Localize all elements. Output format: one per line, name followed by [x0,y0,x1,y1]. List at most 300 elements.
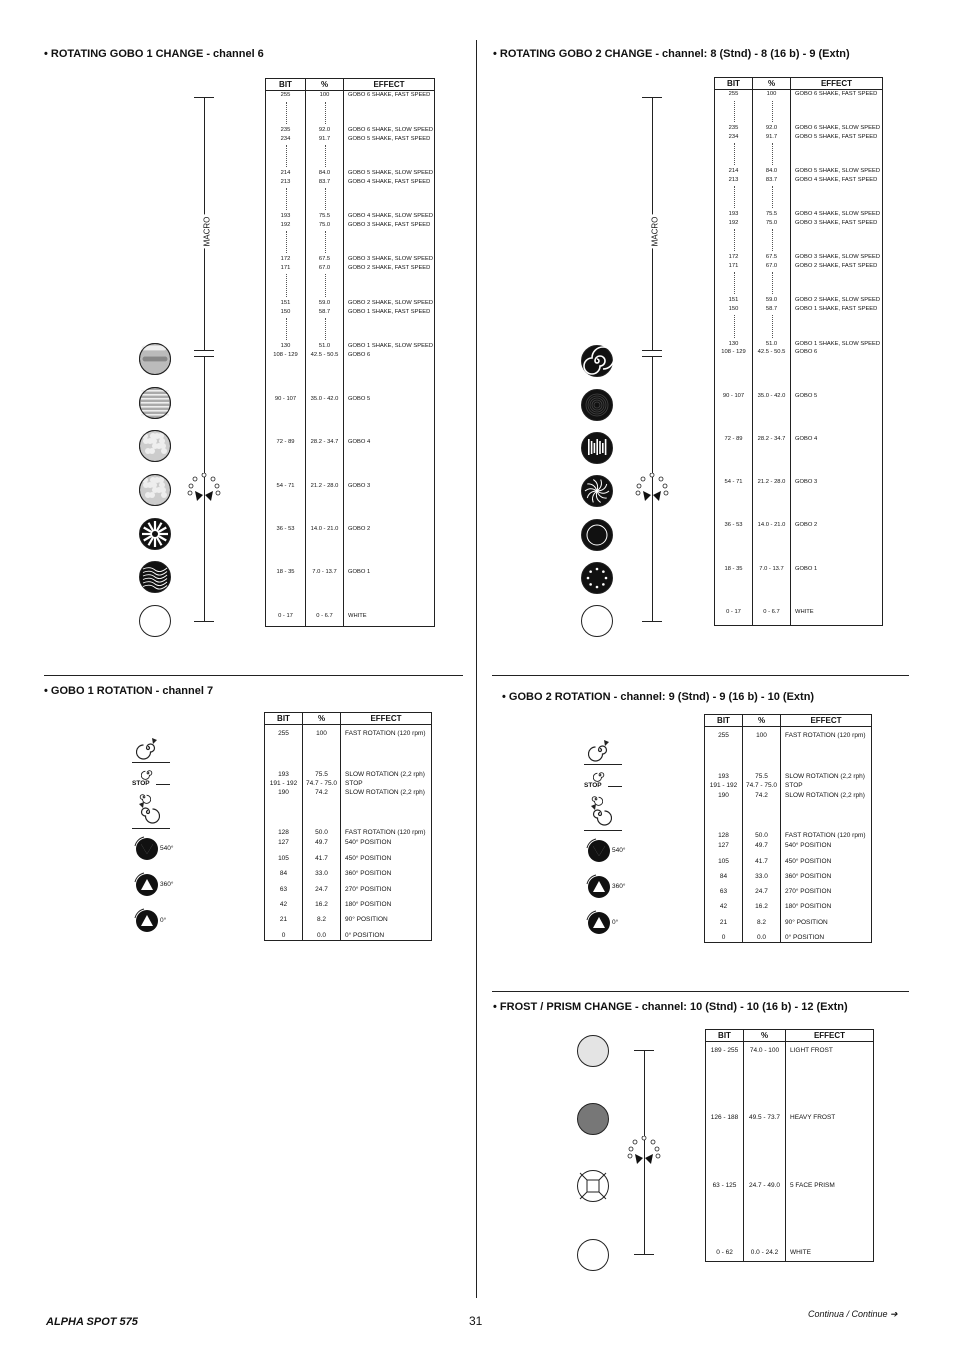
dotted-separator [325,231,326,253]
table-cell-bit: 189 - 255 [710,1047,739,1054]
column-effect [344,91,435,627]
table-cell-effect: SLOW ROTATION (2,2 rph) [345,771,425,778]
dotted-separator [286,188,287,210]
table-cell-pct: 58.7 [765,306,778,312]
column-header-percent: % [743,715,781,727]
heading-gobo2-rotation: • GOBO 2 ROTATION - channel: 9 (Stnd) - 9 (16 b) - 10 (Extn) [502,691,815,703]
table-cell-pct: 35.0 - 42.0 [757,393,786,399]
column-effect [786,1042,874,1262]
dotted-separator [772,272,773,294]
table-cell-effect: FAST ROTATION (120 rpm) [345,829,426,836]
table-cell-pct: 35.0 - 42.0 [310,396,339,402]
table-cell-pct: 100 [316,730,327,737]
gobo2-white-icon [580,604,614,638]
table-cell-effect: SLOW ROTATION (2,2 rph) [785,773,865,780]
table-cell-pct: 67.0 [765,263,778,269]
angle-label: 360° [612,883,626,890]
table-cell-pct: 74.2 [755,792,768,799]
table-cell-pct: 84.0 [318,170,331,176]
table-cell-pct: 0.0 [756,934,767,941]
dotted-separator [772,186,773,208]
table-cell-bit: 54 - 71 [276,483,295,489]
gobo-3-icon [138,473,172,507]
table-cell-effect: SLOW ROTATION (2,2 rph) [345,789,425,796]
table-cell-effect: GOBO 3 SHAKE, SLOW SPEED [348,256,434,262]
index-position-down-icon [584,836,612,864]
table-cell-pct: 41.7 [755,858,768,865]
dotted-separator [772,101,773,122]
table-cell-pct: 21.2 - 28.0 [310,483,339,489]
angle-label: 0° [612,919,619,926]
table-cell-effect: GOBO 2 [795,522,818,528]
table-cell-bit: 72 - 89 [276,439,295,445]
table-cell-bit: 213 [728,177,739,183]
stop-label: STOP [584,782,602,789]
table-cell-bit: 18 - 35 [724,566,743,572]
gobo2-2-icon [580,518,614,552]
table-cell-pct: 24.7 [315,886,328,893]
table-cell-effect: SLOW ROTATION (2,2 rph) [785,792,865,799]
table-cell-pct: 75.5 [318,213,331,219]
footer-continue: Continua / Continue ➔ [808,1309,898,1319]
table-cell-effect: GOBO 1 SHAKE, SLOW SPEED [348,343,434,349]
scale-break-gap [203,351,206,356]
fast-rotation-ccw-icon [588,802,612,826]
table-cell-bit: 130 [280,343,291,349]
table-cell-effect: HEAVY FROST [790,1114,836,1121]
table-cell-effect: FAST ROTATION (120 rpm) [785,832,866,839]
table-cell-bit: 127 [278,839,289,846]
table-cell-pct: 28.2 - 34.7 [310,439,339,445]
table-cell-effect: GOBO 2 SHAKE, SLOW SPEED [348,300,434,306]
dotted-separator [734,315,735,338]
table-cell-pct: 50.0 [315,829,328,836]
column-effect [341,725,432,941]
table-cell-pct: 74.7 - 75.0 [305,780,338,787]
dotted-separator [772,143,773,165]
dotted-separator [286,231,287,253]
table-cell-bit: 214 [280,170,291,176]
table-cell-effect: 0° POSITION [345,932,385,939]
table-cell-bit: 255 [728,91,739,97]
table-cell-pct: 91.7 [765,134,778,140]
table-cell-bit: 172 [280,256,291,262]
table-cell-effect: 360° POSITION [785,873,832,880]
gobo2_rotation-table [704,714,872,943]
table-cell-bit: 54 - 71 [724,479,743,485]
white-icon [576,1238,610,1272]
table-cell-pct: 50.0 [755,832,768,839]
index-position-up-icon [584,908,612,936]
table-cell-bit: 213 [280,179,291,185]
column-pct [753,90,791,626]
table-cell-effect: GOBO 2 SHAKE, FAST SPEED [795,263,878,269]
table-cell-effect: GOBO 4 SHAKE, SLOW SPEED [348,213,434,219]
table-cell-bit: 108 - 129 [721,349,746,355]
table-cell-pct: 24.7 - 49.0 [748,1182,781,1189]
column-bit [706,1042,744,1262]
table-cell-effect: GOBO 1 SHAKE, FAST SPEED [795,306,878,312]
table-cell-pct: 49.7 [755,842,768,849]
table-cell-pct: 51.0 [318,343,331,349]
scale-tick [642,621,662,622]
dotted-separator [325,102,326,124]
table-cell-bit: 190 [718,792,729,799]
table-cell-bit: 0 - 17 [726,609,741,615]
table-cell-bit: 191 - 192 [709,782,738,789]
column-pct [303,725,341,941]
gobo-1-icon [138,560,172,594]
table-cell-pct: 100 [756,732,767,739]
slow-rotation-cw-icon [593,768,607,782]
table-cell-pct: 59.0 [318,300,331,306]
table-cell-bit: 191 - 192 [269,780,298,787]
table-cell-effect: GOBO 3 SHAKE, FAST SPEED [348,222,431,228]
table-cell-pct: 24.7 [755,888,768,895]
table-cell-bit: 108 - 129 [273,352,298,358]
table-cell-pct: 33.0 [315,870,328,877]
table-cell-effect: GOBO 5 [795,393,818,399]
selector-dial-icon [635,473,669,503]
table-cell-effect: STOP [785,782,803,789]
table-cell-bit: 193 [718,773,729,780]
scale-line [652,97,653,621]
table-cell-pct: 75.5 [755,773,768,780]
table-cell-effect: 270° POSITION [785,888,832,895]
table-cell-pct: 75.5 [765,211,778,217]
angle-label: 540° [160,845,174,852]
table-cell-bit: 36 - 53 [276,526,295,532]
table-cell-effect: GOBO 6 SHAKE, FAST SPEED [795,91,878,97]
table-cell-bit: 235 [728,125,739,131]
index-position-down-icon [132,834,160,862]
center-divider [476,40,477,1298]
column-bit [705,727,743,943]
table-cell-bit: 63 - 125 [712,1182,737,1189]
table-cell-pct: 67.0 [318,265,331,271]
gobo-5-icon [138,386,172,420]
rotation-tick [584,830,622,831]
table-cell-bit: 21 [279,916,288,923]
column-header-bit: BIT [266,79,306,91]
column-header-bit: BIT [715,78,753,90]
table-cell-pct: 67.5 [318,256,331,262]
table-cell-pct: 75.0 [318,222,331,228]
table-cell-bit: 151 [728,297,739,303]
table-cell-pct: 58.7 [318,309,331,315]
table-cell-pct: 75.5 [315,771,328,778]
column-header-percent: % [303,713,341,725]
table-cell-effect: 540° POSITION [345,839,392,846]
heavy-frost-icon [576,1102,610,1136]
table-cell-bit: 0 - 17 [278,613,293,619]
table-cell-bit: 214 [728,168,739,174]
column-header-bit: BIT [705,715,743,727]
table-cell-effect: GOBO 5 SHAKE, SLOW SPEED [795,168,881,174]
table-cell-effect: 450° POSITION [345,855,392,862]
gobo2_change-table [714,77,883,626]
table-cell-bit: 234 [728,134,739,140]
table-cell-bit: 0 [721,934,726,941]
dotted-separator [734,229,735,251]
footer-product: ALPHA SPOT 575 [46,1316,138,1328]
table-cell-bit: 84 [279,870,288,877]
table-cell-pct: 8.2 [316,916,327,923]
column-header-bit: BIT [706,1030,744,1042]
dotted-separator [734,101,735,122]
scale-tick [194,97,214,98]
table-cell-bit: 105 [278,855,289,862]
dotted-separator [734,186,735,208]
heading-gobo2-change: • ROTATING GOBO 2 CHANGE - channel: 8 (Stnd) - 8 (16 b) - 9 (Extn) [493,48,850,60]
column-header-bit: BIT [265,713,303,725]
dotted-separator [772,315,773,338]
table-cell-pct: 92.0 [318,127,331,133]
table-cell-pct: 92.0 [765,125,778,131]
table-cell-effect: GOBO 5 SHAKE, FAST SPEED [348,136,431,142]
fast-rotation-cw-icon [588,738,612,762]
index-position-up-icon [584,872,612,900]
table-cell-bit: 150 [280,309,291,315]
scale-tick [634,1050,654,1051]
scale-break [642,356,662,357]
heading-frost-prism: • FROST / PRISM CHANGE - channel: 10 (Stnd) - 10 (16 b) - 12 (Extn) [493,1001,848,1013]
column-bit [265,725,303,941]
heading-gobo1-rotation: • GOBO 1 ROTATION - channel 7 [44,685,214,697]
scale-break [194,356,214,357]
table-cell-pct: 83.7 [765,177,778,183]
dotted-separator [286,274,287,297]
column-bit [266,91,306,627]
column-effect [791,90,883,626]
table-cell-bit: 234 [280,136,291,142]
dotted-separator [286,318,287,340]
gobo2-6-icon [580,344,614,378]
stop-tick [608,786,622,787]
table-cell-effect: GOBO 6 [795,349,818,355]
table-cell-bit: 235 [280,127,291,133]
table-cell-bit: 171 [280,265,291,271]
table-cell-pct: 7.0 - 13.7 [759,566,784,572]
divider-right-2 [492,991,909,992]
table-cell-effect: 0° POSITION [785,934,825,941]
table-cell-pct: 21.2 - 28.0 [757,479,786,485]
column-pct [743,727,781,943]
table-cell-effect: GOBO 2 [348,526,371,532]
rotation-tick [132,828,170,829]
table-cell-pct: 100 [766,91,777,97]
gobo-4-icon [138,429,172,463]
table-cell-effect: GOBO 6 SHAKE, SLOW SPEED [795,125,881,131]
column-pct [744,1042,786,1262]
table-cell-bit: 0 - 62 [716,1249,733,1256]
table-cell-pct: 33.0 [755,873,768,880]
scale-tick [642,97,662,98]
column-header-percent: % [744,1030,786,1042]
footer-page-number: 31 [469,1314,483,1328]
table-cell-effect: 180° POSITION [345,901,392,908]
gobo-6-icon [138,342,172,376]
table-cell-pct: 41.7 [315,855,328,862]
table-cell-effect: LIGHT FROST [790,1047,833,1054]
table-cell-effect: GOBO 1 SHAKE, SLOW SPEED [795,341,881,347]
table-cell-bit: 190 [278,789,289,796]
table-cell-bit: 126 - 188 [710,1114,739,1121]
dotted-separator [286,102,287,124]
table-cell-bit: 63 [719,888,728,895]
table-cell-bit: 18 - 35 [276,569,295,575]
column-header-effect: EFFECT [341,713,432,725]
gobo2-4-icon [580,431,614,465]
table-cell-pct: 0 - 6.7 [316,613,333,619]
table-cell-bit: 150 [728,306,739,312]
prism-icon [576,1169,610,1203]
table-cell-bit: 84 [719,873,728,880]
table-cell-pct: 83.7 [318,179,331,185]
column-header-percent: % [306,79,344,91]
table-cell-effect: GOBO 5 [348,396,371,402]
divider-left [44,675,463,676]
table-cell-bit: 192 [728,220,739,226]
table-cell-effect: 90° POSITION [785,919,828,926]
gobo2-1-icon [580,561,614,595]
dotted-separator [734,143,735,165]
table-cell-pct: 0.0 [316,932,327,939]
table-cell-effect: WHITE [790,1249,811,1256]
column-header-effect: EFFECT [344,79,435,91]
scale-break-gap [651,351,654,356]
table-cell-bit: 193 [278,771,289,778]
stop-tick [156,784,170,785]
table-cell-bit: 255 [280,92,291,98]
table-cell-pct: 74.7 - 75.0 [745,782,778,789]
dotted-separator [325,188,326,210]
table-cell-pct: 51.0 [765,341,778,347]
table-cell-bit: 90 - 107 [722,393,745,399]
macro-label: MACRO [650,216,660,247]
table-cell-bit: 255 [718,732,729,739]
selector-dial-icon [627,1136,661,1166]
table-cell-effect: FAST ROTATION (120 rpm) [345,730,426,737]
table-cell-pct: 75.0 [765,220,778,226]
gobo2-3-icon [580,474,614,508]
gobo-white-icon [138,604,172,638]
scale-line [204,97,205,621]
column-effect [781,727,872,943]
index-position-up-icon [132,870,160,898]
table-cell-bit: 128 [278,829,289,836]
table-cell-effect: 180° POSITION [785,903,832,910]
table-cell-effect: GOBO 3 SHAKE, SLOW SPEED [795,254,881,260]
table-cell-bit: 151 [280,300,291,306]
table-cell-pct: 49.5 - 73.7 [748,1114,781,1121]
dotted-separator [325,318,326,340]
table-cell-pct: 42.5 - 50.5 [310,352,339,358]
fast-rotation-ccw-icon [136,800,160,824]
column-pct [306,91,344,627]
table-cell-pct: 100 [319,92,330,98]
table-cell-effect: GOBO 4 SHAKE, FAST SPEED [348,179,431,185]
table-cell-pct: 8.2 [756,919,767,926]
table-cell-bit: 193 [280,213,291,219]
stop-label: STOP [132,780,150,787]
frost_prism-table [705,1029,874,1262]
table-cell-effect: WHITE [795,609,814,615]
table-cell-effect: GOBO 5 SHAKE, SLOW SPEED [348,170,434,176]
column-header-percent: % [753,78,791,90]
table-cell-effect: GOBO 6 [348,352,371,358]
gobo1_rotation-table [264,712,432,941]
heading-gobo1-change: • ROTATING GOBO 1 CHANGE - channel 6 [44,48,264,60]
rotation-tick [584,764,622,765]
column-header-effect: EFFECT [781,715,872,727]
angle-label: 0° [160,917,167,924]
dotted-separator [325,145,326,167]
dotted-separator [325,274,326,297]
divider-right [492,675,909,676]
table-cell-pct: 42.5 - 50.5 [757,349,786,355]
angle-label: 360° [160,881,174,888]
dotted-separator [286,145,287,167]
table-cell-effect: GOBO 6 SHAKE, SLOW SPEED [348,127,434,133]
table-cell-bit: 193 [728,211,739,217]
table-cell-bit: 127 [718,842,729,849]
table-cell-effect: GOBO 4 SHAKE, FAST SPEED [795,177,878,183]
table-cell-effect: GOBO 5 SHAKE, FAST SPEED [795,134,878,140]
table-cell-effect: GOBO 2 SHAKE, FAST SPEED [348,265,431,271]
macro-label: MACRO [202,216,212,247]
table-cell-bit: 128 [718,832,729,839]
table-cell-bit: 42 [719,903,728,910]
slow-rotation-cw-icon [141,766,155,780]
table-cell-bit: 42 [279,901,288,908]
selector-dial-icon [187,473,221,503]
gobo1_change-table [265,78,435,627]
table-cell-pct: 14.0 - 21.0 [310,526,339,532]
table-cell-effect: GOBO 4 [348,439,371,445]
table-cell-effect: 270° POSITION [345,886,392,893]
table-cell-effect: STOP [345,780,363,787]
table-cell-pct: 84.0 [765,168,778,174]
table-cell-pct: 74.0 - 100 [749,1047,780,1054]
table-cell-bit: 36 - 53 [724,522,743,528]
index-position-up-icon [132,906,160,934]
table-cell-pct: 14.0 - 21.0 [757,522,786,528]
rotation-tick [132,762,170,763]
table-cell-effect: GOBO 3 [348,483,371,489]
column-bit [715,90,753,626]
table-cell-bit: 72 - 89 [724,436,743,442]
table-cell-bit: 172 [728,254,739,260]
table-cell-bit: 130 [728,341,739,347]
table-cell-bit: 21 [719,919,728,926]
table-cell-pct: 0 - 6.7 [763,609,780,615]
table-cell-pct: 7.0 - 13.7 [312,569,337,575]
table-cell-effect: 5 FACE PRISM [790,1182,835,1189]
table-cell-pct: 16.2 [755,903,768,910]
table-cell-effect: GOBO 3 SHAKE, FAST SPEED [795,220,878,226]
table-cell-bit: 63 [279,886,288,893]
table-cell-pct: 59.0 [765,297,778,303]
table-cell-effect: 360° POSITION [345,870,392,877]
table-cell-pct: 16.2 [315,901,328,908]
table-cell-effect: 540° POSITION [785,842,832,849]
table-cell-bit: 255 [278,730,289,737]
table-cell-bit: 0 [281,932,286,939]
scale-tick [194,621,214,622]
table-cell-effect: GOBO 1 [348,569,371,575]
table-cell-effect: GOBO 1 SHAKE, FAST SPEED [348,309,431,315]
